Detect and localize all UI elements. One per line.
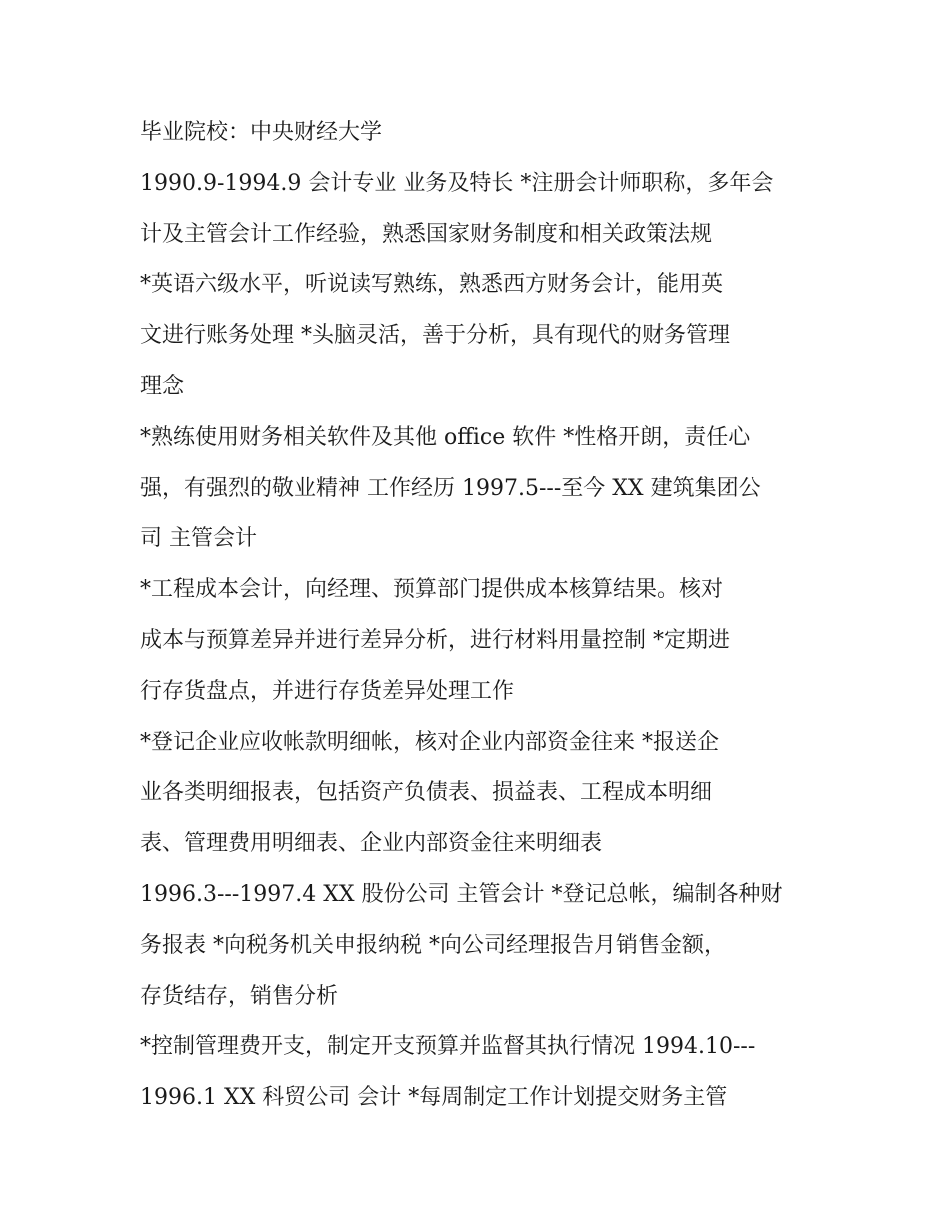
resume-text-block <box>140 108 820 1124</box>
text-line: 存货结存，销售分析 <box>140 983 339 1009</box>
text-line: 业各类明细报表，包括资产负债表、损益表、工程成本明细 <box>140 780 713 806</box>
text-line: 1996.3---1997.4 XX 股份公司 主管会计 *登记总帐，编制各种财 <box>140 881 783 907</box>
text-line: 行存货盘点，并进行存货差异处理工作 <box>140 678 515 704</box>
text-line: *登记企业应收帐款明细帐，核对企业内部资金往来 *报送企 <box>140 729 719 755</box>
text-line: 毕业院校：中央财经大学 <box>140 120 383 145</box>
text-line: *工程成本会计，向经理、预算部门提供成本核算结果。核对 <box>140 577 724 603</box>
text-line: 理念 <box>140 373 185 399</box>
text-line: *熟练使用财务相关软件及其他 office 软件 *性格开朗，责任心 <box>140 424 751 450</box>
text-line: 计及主管会计工作经验，熟悉国家财务制度和相关政策法规 <box>140 221 713 247</box>
text-line: 务报表 *向税务机关申报纳税 *向公司经理报告月销售金额， <box>140 932 726 958</box>
text-line: *英语六级水平，听说读写熟练，熟悉西方财务会计，能用英 <box>140 272 724 298</box>
text-line: 司 主管会计 <box>140 526 257 552</box>
text-line: 表、管理费用明细表、企业内部资金往来明细表 <box>140 831 603 857</box>
text-line: 强，有强烈的敬业精神 工作经历 1997.5---至今 XX 建筑集团公 <box>140 475 761 501</box>
text-line: 1996.1 XX 科贸公司 会计 *每周制定工作计划提交财务主管 <box>140 1085 728 1111</box>
text-line: 1990.9-1994.9 会计专业 业务及特长 *注册会计师职称，多年会 <box>140 170 774 196</box>
text-line: *控制管理费开支，制定开支预算并监督其执行情况 1994.10--- <box>140 1034 756 1060</box>
text-line: 成本与预算差异并进行差异分析，进行材料用量控制 *定期进 <box>140 627 730 653</box>
text-line: 文进行账务处理 *头脑灵活，善于分析，具有现代的财务管理 <box>140 323 730 349</box>
